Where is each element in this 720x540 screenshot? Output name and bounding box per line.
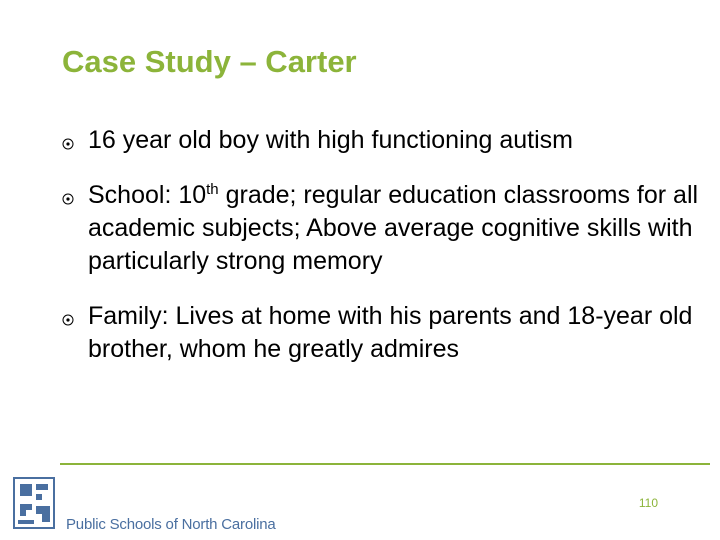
bullet-circle-dot-icon [62,314,74,326]
footer-divider [60,463,710,465]
bullet-text: Family: Lives at home with his parents and 18-year old brother, whom he greatly admires [88,302,693,363]
nc-dpi-logo-icon [12,474,60,534]
bullet-item [62,124,702,157]
organization-name: Public Schools of North Carolina [66,516,276,533]
bullet-text-start: School: 10 [88,181,207,209]
ordinal-superscript: th [206,181,219,198]
bullet-item [62,179,702,278]
slide-title: Case Study – Carter [62,44,357,79]
bullet-text-rest: grade; regular education classrooms for all academic subjects; Above average cognitive skills with particularly strong memory [88,181,699,275]
bullet-text: 16 year old boy with high functioning autism [88,126,574,154]
page-number: 110 [638,496,658,510]
bullet-item [62,300,702,366]
bullet-text [88,179,702,278]
bullet-circle-dot-icon [62,193,74,205]
bullet-circle-dot-icon [62,138,74,150]
bullet-list [62,124,702,388]
